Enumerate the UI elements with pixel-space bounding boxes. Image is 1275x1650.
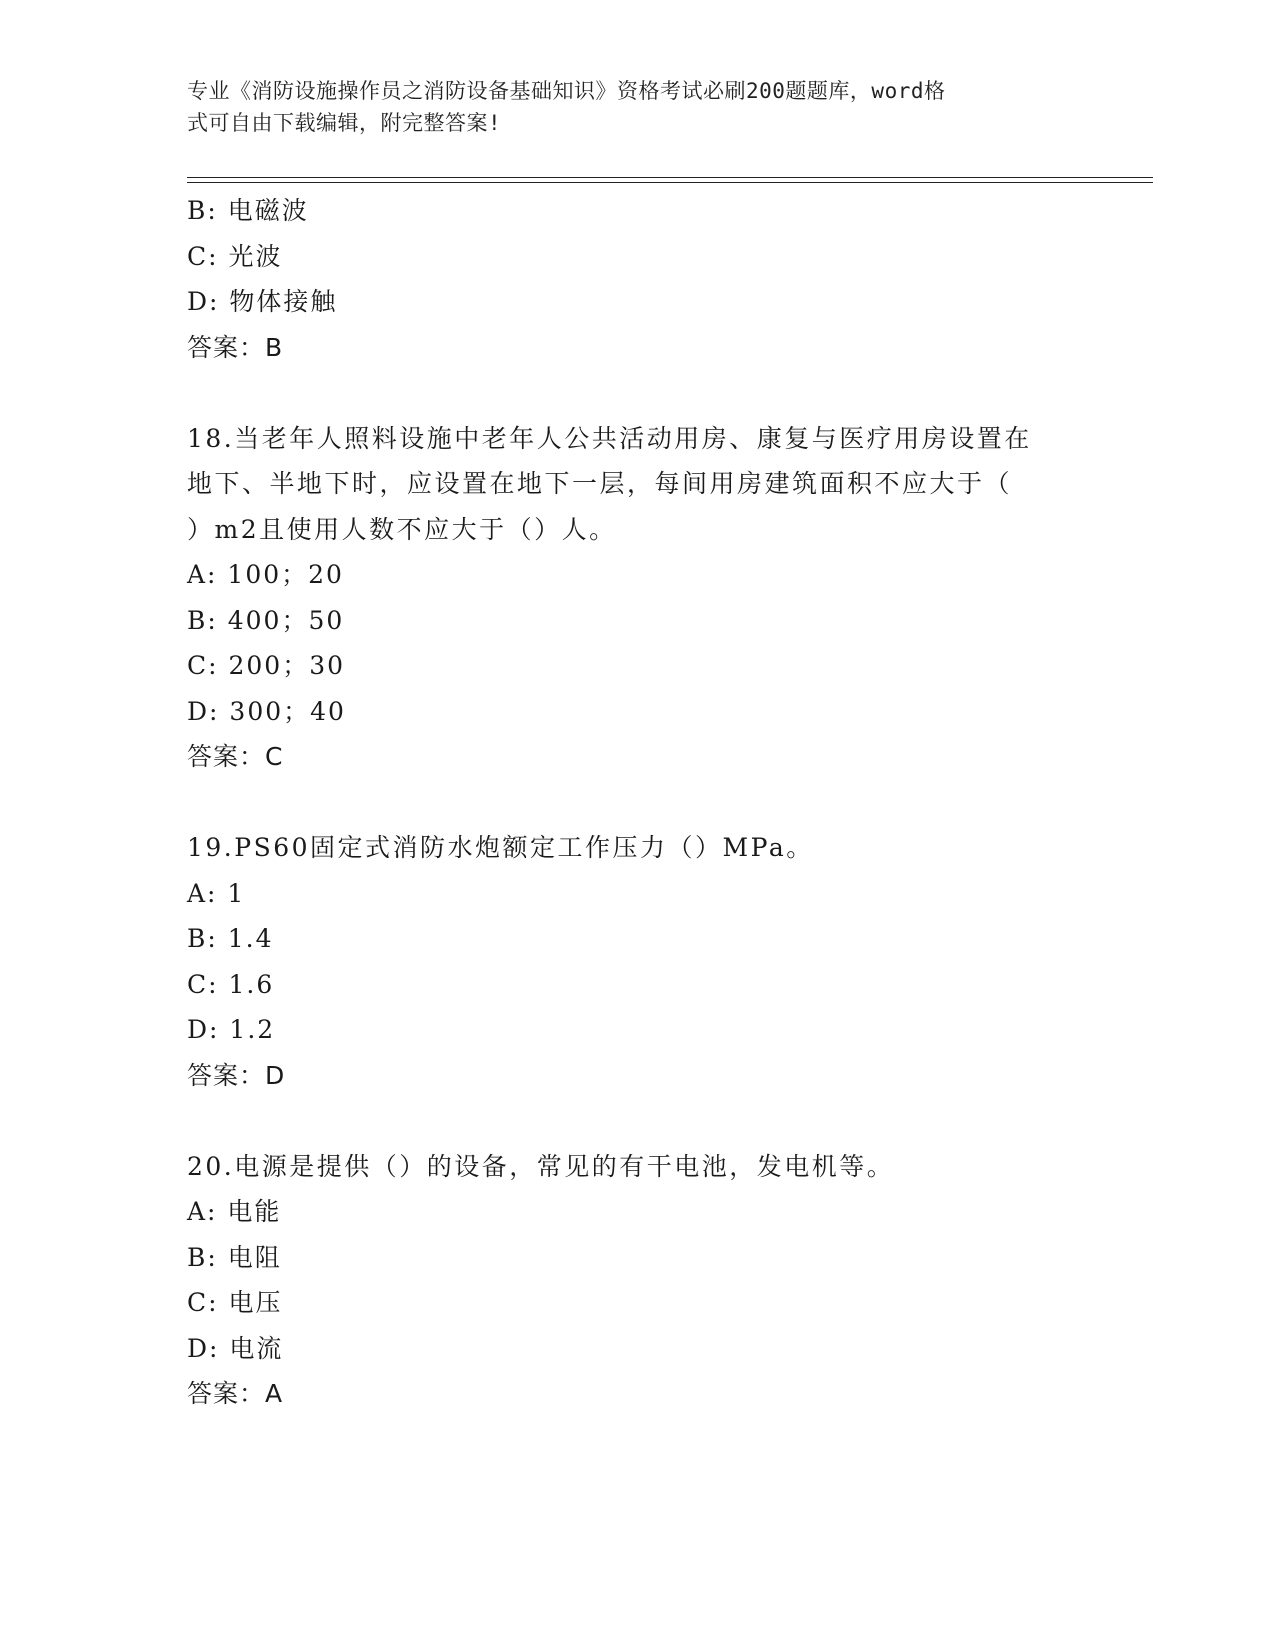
option-d: D: 1.2	[187, 1015, 276, 1044]
question-20	[187, 1144, 1087, 1417]
question-list	[187, 188, 1087, 1417]
document-header	[187, 75, 1067, 139]
option-c: C: 200；30	[187, 651, 346, 680]
question-text-line: ）m2且使用人数不应大于（）人。	[187, 514, 617, 544]
question-19	[187, 825, 1087, 1098]
question-text-line: 18.当老年人照料设施中老年人公共活动用房、康复与医疗用房设置在	[187, 423, 1032, 453]
header-line-1: 专业《消防设施操作员之消防设备基础知识》资格考试必刷200题题库，word格	[187, 79, 946, 103]
option-d: D: 电流	[187, 1333, 284, 1363]
option-b: B: 1.4	[187, 924, 274, 953]
header-rule-top	[187, 177, 1153, 178]
question-text-line: 地下、半地下时，应设置在地下一层，每间用房建筑面积不应大于（	[187, 469, 1013, 498]
option-b: B: 电阻	[187, 1242, 282, 1272]
question-text-line: 19.PS60固定式消防水炮额定工作压力（）MPa。	[187, 833, 814, 862]
header-line-2: 式可自由下载编辑，附完整答案!	[187, 111, 502, 135]
answer-line: 答案：B	[187, 332, 284, 362]
question-18	[187, 416, 1087, 780]
option-c: C: 1.6	[187, 969, 275, 999]
option-a: A: 电能	[187, 1197, 282, 1226]
option-b: B: 电磁波	[187, 196, 309, 225]
option-c: C: 电压	[187, 1288, 283, 1317]
option-d: D: 300；40	[187, 696, 346, 726]
answer-line: 答案：C	[187, 742, 284, 771]
spacer	[187, 370, 1087, 416]
answer-line: 答案：A	[187, 1379, 284, 1408]
option-b: B: 400；50	[187, 605, 345, 635]
option-c: C: 光波	[187, 241, 283, 271]
option-a: A: 100；20	[187, 560, 344, 589]
question-text-line: 20.电源是提供（）的设备，常见的有干电池，发电机等。	[187, 1151, 895, 1181]
question-17-continued	[187, 188, 1087, 370]
spacer	[187, 1098, 1087, 1144]
spacer	[187, 780, 1087, 826]
option-d: D: 物体接触	[187, 287, 338, 316]
answer-line: 答案：D	[187, 1060, 286, 1090]
header-rule-bottom	[187, 182, 1153, 183]
option-a: A: 1	[187, 878, 246, 908]
